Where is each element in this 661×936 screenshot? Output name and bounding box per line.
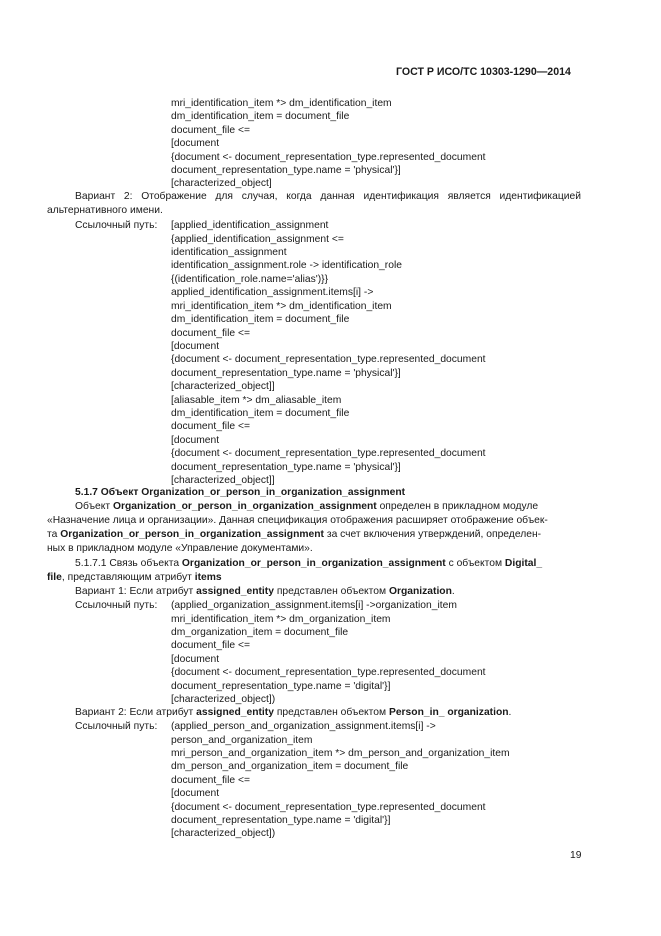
code-line: [characterized_object]] [171,475,275,487]
page-header: ГОСТ Р ИСО/ТС 10303-1290—2014 [396,66,571,78]
code-line: {document <- document_representation_type.represented_document [171,667,486,679]
code-line: identification_assignment [171,247,287,259]
paragraph-line-3: та Organization_or_person_in_organization_assignment за счет включения утверждений, определен- [47,529,542,540]
code-line: mri_identification_item *> dm_identification_item [171,300,392,312]
page-number: 19 [570,850,582,861]
code-line: [characterized_object]) [171,828,276,840]
code-line: mri_identification_item *> dm_organization_item [171,613,391,625]
code-line: document_file <= [171,640,250,652]
code-line: document_representation_type.name = 'digital'}] [171,814,391,826]
variant-1-line: Вариант 1: Если атрибут assigned_entity представлен объектом Organization. [75,586,455,597]
code-line: document_file <= [171,124,250,136]
reference-path-label: Ссылочный путь: [75,220,158,231]
variant-2-line-1: Вариант 2: Отображение для случая, когда данная идентификация является идентификацией [75,191,581,202]
code-line: [document [171,138,220,150]
code-line: document_representation_type.name = 'digital'}] [171,680,391,692]
code-line: mri_person_and_organization_item *> dm_person_and_organization_item [171,747,510,759]
code-line: dm_person_and_organization_item = document_file [171,761,409,773]
code-line: {document <- document_representation_type.represented_document [171,151,486,163]
section-heading: 5.1.7 Объект Organization_or_person_in_organization_assignment [75,487,406,498]
paragraph-line-4: ных в прикладном модуле «Управление документами». [47,543,313,554]
code-line: [document [171,434,220,446]
code-line: applied_identification_assignment.items[i] -> [171,287,374,299]
code-line: mri_identification_item *> dm_identification_item [171,98,392,109]
code-line: {applied_identification_assignment <= [171,233,344,245]
paragraph-line-1: Объект Organization_or_person_in_organization_assignment определен в прикладном модуле [75,501,539,512]
code-line: document_file <= [171,774,250,786]
code-line: [document [171,340,220,352]
code-line: [characterized_object]) [171,693,276,705]
code-line: (applied_organization_assignment.items[i] ->organization_item [171,600,457,611]
code-line: document_representation_type.name = 'physical'}] [171,461,401,473]
code-line: [characterized_object] [171,178,272,190]
code-line: {document <- document_representation_type.represented_document [171,448,486,460]
variant-2b-line: Вариант 2: Если атрибут assigned_entity представлен объектом Person_in_ organization. [75,707,512,718]
code-line: [characterized_object]] [171,381,275,393]
code-line: dm_identification_item = document_file [171,408,350,420]
code-line: {document <- document_representation_type.represented_document [171,801,486,813]
variant-2-line-2: альтернативного имени. [47,205,163,216]
code-line: dm_organization_item = document_file [171,626,349,638]
code-line: dm_identification_item = document_file [171,314,350,326]
code-line: person_and_organization_item [171,734,313,746]
paragraph-line-2: «Назначение лица и организации». Данная спецификация отображения расширяет отображение объек- [47,515,548,526]
code-line: [aliasable_item *> dm_aliasable_item [171,394,342,406]
code-line: dm_identification_item = document_file [171,111,350,123]
code-line: [document [171,653,220,665]
code-line: document_file <= [171,421,250,433]
code-line: (applied_person_and_organization_assignment.items[i] -> [171,721,436,732]
code-line: document_file <= [171,327,250,339]
code-line: {(identification_role.name='alias')}} [171,273,329,285]
reference-path-label: Ссылочный путь: [75,600,158,611]
code-line: document_representation_type.name = 'physical'}] [171,367,401,379]
reference-path-label: Ссылочный путь: [75,721,158,732]
code-line: document_representation_type.name = 'physical'}] [171,165,401,176]
code-line: identification_assignment.role -> identification_role [171,260,402,272]
code-line: [applied_identification_assignment [171,220,329,231]
code-line: [document [171,788,220,800]
subsection-line-2: file, представляющим атрибут items [47,572,222,583]
subsection-line-1: 5.1.7.1 Связь объекта Organization_or_person_in_organization_assignment с объектом Digital_ [75,558,543,569]
code-line: {document <- document_representation_type.represented_document [171,354,486,366]
